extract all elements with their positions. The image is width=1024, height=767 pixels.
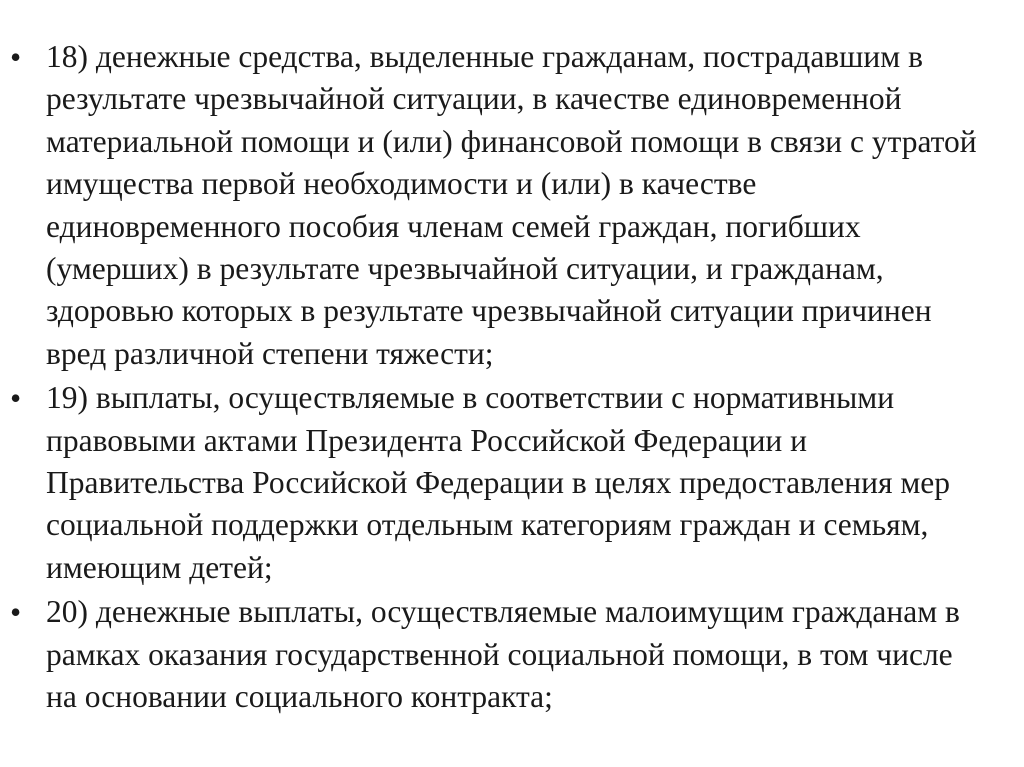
list-item-19 <box>0 377 1024 589</box>
bullet-list <box>0 36 1024 721</box>
list-item-text: 20) денежные выплаты, осуществляемые малоимущим гражданам в рамках оказания государственной социальной помощи, в том числе на основании социального контракта; <box>46 594 960 715</box>
list-item-18 <box>0 36 1024 375</box>
list-item-text: 18) денежные средства, выделенные гражданам, пострадавшим в результате чрезвычайной ситуации, в качестве единовременной материальной помощи и (или) финансовой помощи в связи с утратой имущества первой необходимости и (или) в качестве единовременного пособия членам семей граждан, погибших (умерших) в результате чрезвычайной ситуации, и гражданам, здоровью которых в результате чрезвычайной ситуации причинен вред различной степени тяжести; <box>46 39 977 371</box>
list-item-20 <box>0 591 1024 718</box>
bullet-icon: • <box>10 594 22 631</box>
list-item-text: 19) выплаты, осуществляемые в соответствии с нормативными правовыми актами Президента Российской Федерации и Правительства Российской Федерации в целях предоставления мер социальной поддержки отдельным категориям граждан и семьям, имеющим детей; <box>46 380 951 585</box>
bullet-icon: • <box>10 39 22 75</box>
bullet-icon: • <box>10 380 22 417</box>
